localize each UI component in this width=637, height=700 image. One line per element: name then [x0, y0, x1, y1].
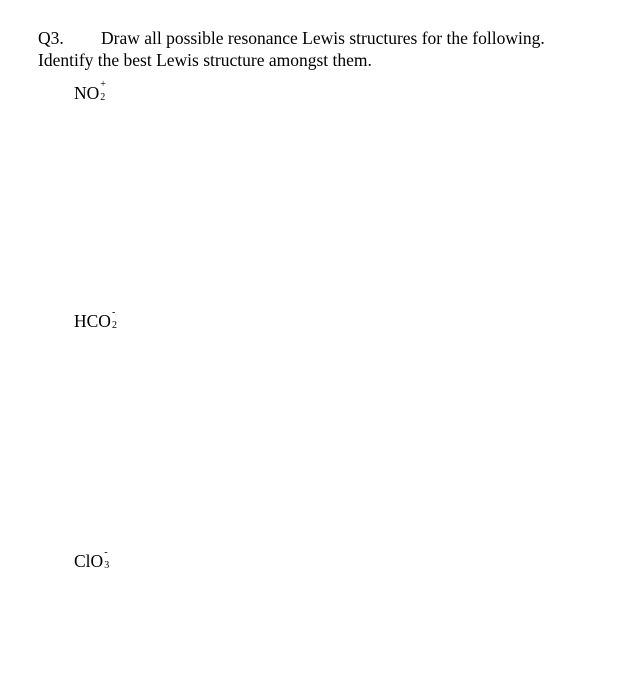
question-number: Q3. — [38, 28, 64, 48]
question-block — [38, 27, 618, 71]
formula-charge: + — [100, 79, 106, 90]
question-instruction: Draw all possible resonance Lewis structures for the following. — [101, 28, 545, 48]
formula-base: NO — [74, 83, 100, 103]
formula-chlorate-ion — [74, 547, 113, 571]
formula-charge: - — [104, 547, 108, 558]
formula-scripts — [99, 79, 109, 103]
question-line-1 — [38, 27, 618, 49]
formula-scripts — [111, 307, 121, 331]
formula-charge: - — [111, 307, 116, 318]
formula-nitronium-ion — [74, 79, 109, 103]
formula-base: ClO — [74, 551, 104, 571]
formula-scripts — [103, 547, 113, 571]
formula-subscript: 2 — [111, 320, 117, 331]
formula-formate-ion — [74, 307, 121, 331]
formula-subscript: 2 — [100, 92, 106, 103]
formula-subscript: 3 — [104, 560, 110, 571]
formula-base: HCO — [74, 311, 111, 331]
question-line-2: Identify the best Lewis structure amongst them. — [38, 50, 372, 70]
